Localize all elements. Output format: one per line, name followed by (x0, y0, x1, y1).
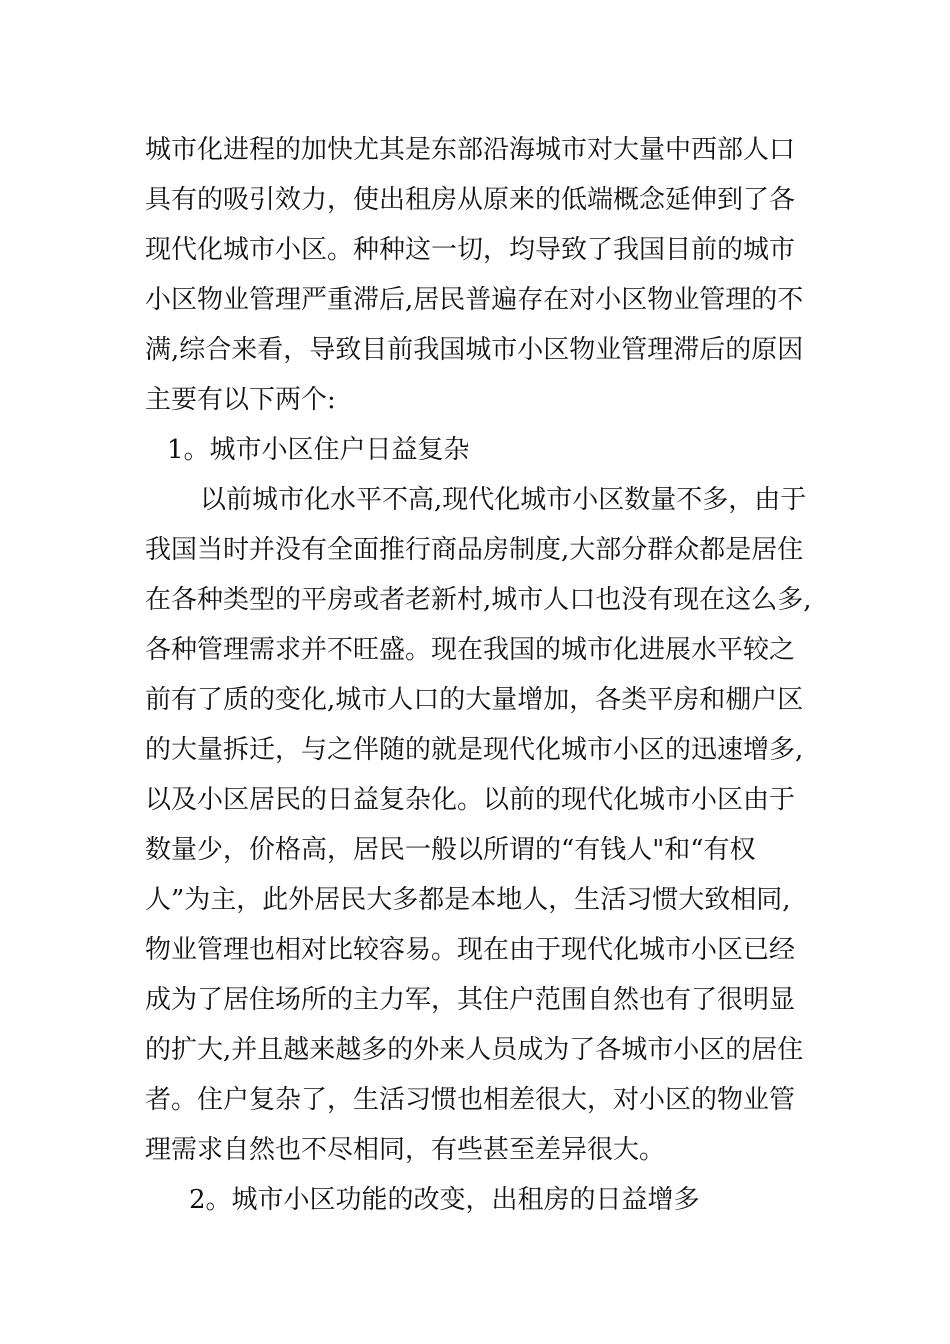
text-line: 各种管理需求并不旺盛。现在我国的城市化进展水平较之 (145, 635, 796, 665)
paragraph-first-line: 以前城市化水平不高,现代化城市小区数量不多，由于 (200, 485, 807, 515)
text-line: 具有的吸引效力，使出租房从原来的低端概念延伸到了各 (145, 185, 796, 215)
text-line: 我国当时并没有全面推行商品房制度,大部分群众都是居住 (145, 535, 804, 565)
text-line: 现代化城市小区。种种这一切，均导致了我国目前的城市 (145, 235, 796, 265)
text-line: 数量少，价格高，居民一般以所谓的“有钱人"和“有权 (145, 835, 756, 865)
text-line: 城市化进程的加快尤其是东部沿海城市对大量中西部人口 (145, 135, 796, 165)
text-line: 人”为主，此外居民大多都是本地人，生活习惯大致相同, (145, 885, 791, 915)
text-line: 前有了质的变化,城市人口的大量增加，各类平房和棚户区 (145, 685, 804, 715)
text-line: 主要有以下两个: (145, 385, 336, 415)
text-line: 的扩大,并且越来越多的外来人员成为了各城市小区的居住 (145, 1035, 804, 1065)
text-line: 以及小区居民的日益复杂化。以前的现代化城市小区由于 (145, 785, 796, 815)
text-line: 的大量拆迁，与之伴随的就是现代化城市小区的迅速增多, (145, 735, 804, 765)
section-heading: 2。城市小区功能的改变，出租房的日益增多 (189, 1185, 700, 1215)
text-line: 者。住户复杂了，生活习惯也相差很大，对小区的物业管 (145, 1085, 796, 1115)
section-heading: 1。城市小区住户日益复杂 (167, 435, 470, 465)
text-line: 物业管理也相对比较容易。现在由于现代化城市小区已经 (145, 935, 796, 965)
text-line: 理需求自然也不尽相同，有些甚至差异很大。 (145, 1135, 666, 1165)
text-line: 成为了居住场所的主力军，其住户范围自然也有了很明显 (145, 985, 796, 1015)
text-line: 满,综合来看，导致目前我国城市小区物业管理滞后的原因 (145, 335, 804, 365)
text-line: 小区物业管理严重滞后,居民普遍存在对小区物业管理的不 (145, 285, 804, 315)
text-line: 在各种类型的平房或者老新村,城市人口也没有现在这么多, (145, 585, 812, 615)
